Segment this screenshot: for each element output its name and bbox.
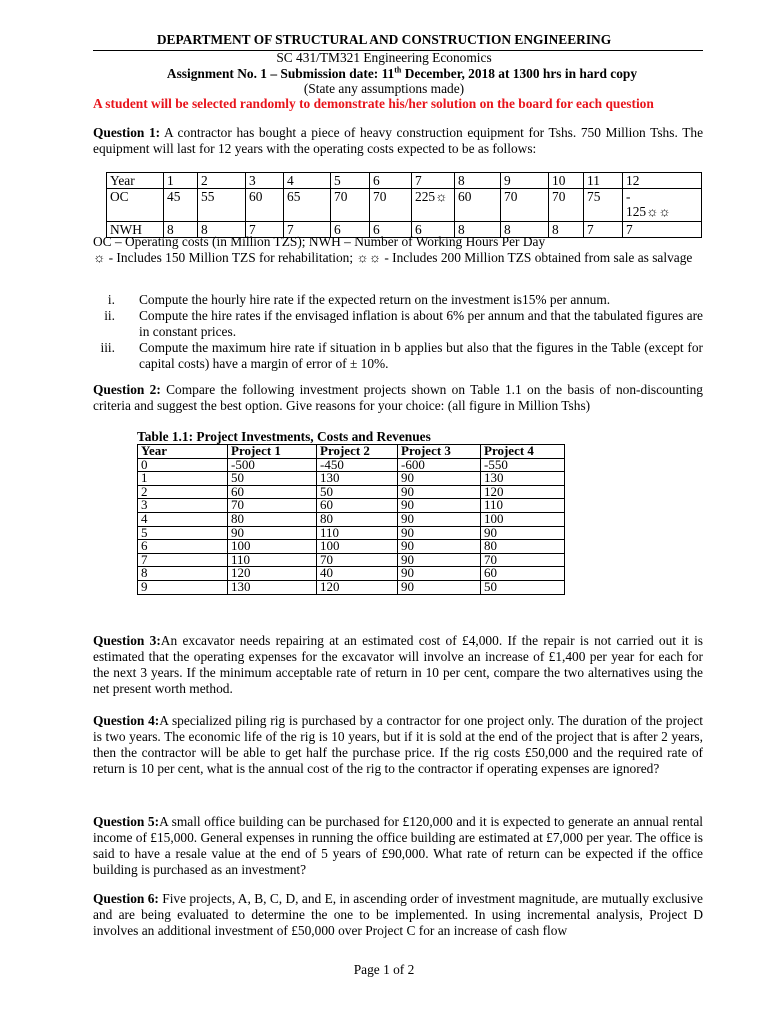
table-cell: - 125☼☼ (623, 189, 702, 222)
table-cell: 3 (138, 499, 228, 513)
project-investments-table (137, 444, 565, 595)
table-cell: 110 (481, 499, 565, 513)
table-cell: 4 (138, 512, 228, 526)
table-cell: 60 (481, 567, 565, 581)
table-cell: 50 (317, 485, 398, 499)
question-text: A contractor has bought a piece of heavy construction equipment for Tshs. 750 Million Tshs. The equipment will last for 12 years with the operating costs expected to be as follows: (93, 125, 704, 156)
question-1 (93, 125, 703, 157)
question-label: Question 1: (93, 125, 161, 140)
table-cell: 6 (138, 540, 228, 554)
table-cell: -550 (481, 458, 565, 472)
table-cell: 70 (317, 553, 398, 567)
column-header: Project 4 (481, 445, 565, 459)
question-text: A small office building can be purchased for £120,000 and it is expected to generate an annual rental income of £15,000. General expenses in running the office building are estimated at £7,000 per year. The office is said to have a resale value at the end of 5 years of £90,000. What rate of return can be expected if the office building is purchased as an investment? (93, 814, 703, 877)
list-number: i. (107, 292, 115, 307)
question-text: An excavator needs repairing at an estimated cost of £4,000. If the repair is not carried out it is estimated that the operating expenses for the excavator will involve an increase of £1,400 per year for each for the next 3 years. If the minimum acceptable rate of return in 10 per cent, compare the two alternatives using the net present worth method. (93, 633, 704, 696)
question-2 (93, 382, 703, 414)
table-cell: 65 (284, 189, 331, 222)
table-cell: 55 (198, 189, 246, 222)
table-cell: 70 (370, 189, 412, 222)
table-cell: 8 (455, 173, 501, 189)
table-cell: 6 (412, 222, 455, 238)
table-row (138, 567, 565, 581)
list-text: Compute the hourly hire rate if the expected return on the investment is15% per annum. (139, 292, 611, 307)
table-cell: 130 (481, 472, 565, 486)
table-cell: 90 (398, 499, 481, 513)
question-label: Question 5: (93, 814, 160, 829)
table-row (138, 580, 565, 594)
table-cell: 12 (623, 173, 702, 189)
question-label: Question 4: (93, 713, 160, 728)
table-cell: 110 (317, 526, 398, 540)
table-cell: -450 (317, 458, 398, 472)
operating-costs-table (106, 172, 702, 238)
assumptions-note: (State any assumptions made) (303, 81, 465, 96)
table-cell: 70 (481, 553, 565, 567)
symbol-notes: ☼ - Includes 150 Million TZS for rehabilitation; ☼☼ - Includes 200 Million TZS obtained from sale as salvage (93, 250, 693, 265)
table-cell: 8 (455, 222, 501, 238)
table-cell: 11 (584, 173, 623, 189)
table-cell: 9 (501, 173, 549, 189)
column-header: Year (138, 445, 228, 459)
column-header: Project 3 (398, 445, 481, 459)
table-cell: 7 (284, 222, 331, 238)
table-cell: 90 (398, 526, 481, 540)
question-text: Five projects, A, B, C, D, and E, in ascending order of investment magnitude, are mutually exclusive and are being evaluated to determine the one to be implemented. In using incremental analysis, Project D involves an additional investment of £50,000 over Project C for an increase of cash flow (93, 891, 704, 938)
table-cell: 90 (398, 553, 481, 567)
table-cell: 6 (370, 173, 412, 189)
table-cell: 8 (549, 222, 584, 238)
table-cell: 50 (481, 580, 565, 594)
table-cell: 8 (164, 222, 198, 238)
table-cell: 60 (228, 485, 317, 499)
table-cell: 70 (331, 189, 370, 222)
table-legend: OC – Operating costs (in Million TZS); NWH – Number of Working Hours Per Day (93, 234, 546, 249)
table-cell: 9 (138, 580, 228, 594)
table-cell: 7 (412, 173, 455, 189)
table-cell: 70 (549, 189, 584, 222)
table-cell: 7 (138, 553, 228, 567)
table-cell: 90 (398, 540, 481, 554)
table-cell: 7 (584, 222, 623, 238)
department-heading: DEPARTMENT OF STRUCTURAL AND CONSTRUCTION ENGINEERING (156, 32, 612, 47)
table-cell: 6 (370, 222, 412, 238)
assignment-pre: Assignment No. 1 – Submission date: 11 (166, 66, 395, 81)
table-row (138, 512, 565, 526)
question-3 (93, 633, 703, 697)
table-cell: 60 (317, 499, 398, 513)
table-cell: 70 (501, 189, 549, 222)
table-cell: 7 (246, 222, 284, 238)
table-row (138, 540, 565, 554)
table-cell: 90 (398, 580, 481, 594)
table-row (138, 526, 565, 540)
table-cell: Year (107, 173, 164, 189)
table-cell: 90 (398, 485, 481, 499)
assignment-sup: th (394, 65, 402, 75)
question-5 (93, 814, 703, 878)
column-header: Project 1 (228, 445, 317, 459)
table-cell: 80 (317, 512, 398, 526)
question-label: Question 3: (93, 633, 161, 648)
column-header: Project 2 (317, 445, 398, 459)
question-text: A specialized piling rig is purchased by a contractor for one project only. The duration of the project is two years. The economic life of the rig is 10 years, but if it is sold at the end of the project that is after 2 years, then the contractor will be able to get half the purchase price. If the rig costs £50,000 and the required rate of return is 10 per cent, what is the annual cost of the rig to the contractor if operating expenses are ignored? (93, 713, 703, 776)
table-cell: 120 (228, 567, 317, 581)
table-cell: 60 (246, 189, 284, 222)
table-cell: OC (107, 189, 164, 222)
list-number: ii. (104, 308, 115, 323)
table-cell: 75 (584, 189, 623, 222)
question-4 (93, 713, 703, 777)
table-cell: 100 (317, 540, 398, 554)
table-cell: 130 (228, 580, 317, 594)
table-cell: 110 (228, 553, 317, 567)
table-cell: 100 (228, 540, 317, 554)
table-cell: 120 (481, 485, 565, 499)
table-cell: 6 (331, 222, 370, 238)
table-cell: -600 (398, 458, 481, 472)
table-cell: 1 (138, 472, 228, 486)
table-cell: 90 (228, 526, 317, 540)
table-cell: 80 (481, 540, 565, 554)
table-cell: 2 (138, 485, 228, 499)
table-cell: 120 (317, 580, 398, 594)
table-cell: NWH (107, 222, 164, 238)
table-cell: 70 (228, 499, 317, 513)
table-cell: 8 (501, 222, 549, 238)
table-cell: 4 (284, 173, 331, 189)
table-row (138, 553, 565, 567)
table-cell: 40 (317, 567, 398, 581)
assignment-post: December, 2018 at 1300 hrs in hard copy (401, 66, 638, 81)
table-cell: 8 (138, 567, 228, 581)
table-cell: 2 (198, 173, 246, 189)
table-cell: 60 (455, 189, 501, 222)
table-cell: 1 (164, 173, 198, 189)
table-cell: 5 (331, 173, 370, 189)
table-cell: -500 (228, 458, 317, 472)
table-caption: Table 1.1: Project Investments, Costs and Revenues (137, 429, 431, 444)
table-cell: 45 (164, 189, 198, 222)
assignment-title (18, 66, 768, 82)
list-text: Compute the hire rates if the envisaged inflation is about 6% per annum and that the tabulated figures are in constant prices. (139, 308, 703, 339)
question-label: Question 6: (93, 891, 159, 906)
table-row (107, 189, 702, 222)
course-title: SC 431/TM321 Engineering Economics (276, 50, 492, 65)
table-cell: 90 (398, 567, 481, 581)
table-cell: 80 (228, 512, 317, 526)
table-row (107, 173, 702, 189)
table-cell: 0 (138, 458, 228, 472)
list-number: iii. (100, 340, 115, 355)
question-6 (93, 891, 703, 939)
table-cell: 10 (549, 173, 584, 189)
table-cell: 100 (481, 512, 565, 526)
table-cell: 90 (398, 472, 481, 486)
table-cell: 7 (623, 222, 702, 238)
table-cell: 90 (398, 512, 481, 526)
table-cell: 130 (317, 472, 398, 486)
question-label: Question 2: (93, 382, 161, 397)
table-cell: 50 (228, 472, 317, 486)
table-cell: 5 (138, 526, 228, 540)
table-cell: 8 (198, 222, 246, 238)
table-cell: 3 (246, 173, 284, 189)
random-selection-notice: A student will be selected randomly to demonstrate his/her solution on the board for each question (93, 96, 654, 111)
table-cell: 225☼ (412, 189, 455, 222)
list-text: Compute the maximum hire rate if situation in b applies but also that the figures in the Table (except for capital costs) have a margin of error of ± 10%. (139, 340, 703, 371)
page-number: Page 1 of 2 (353, 962, 415, 977)
table-cell: 90 (481, 526, 565, 540)
question-text: Compare the following investment projects shown on Table 1.1 on the basis of non-discounting criteria and suggest the best option. Give reasons for your choice: (all figure in Million Tshs) (93, 382, 703, 413)
